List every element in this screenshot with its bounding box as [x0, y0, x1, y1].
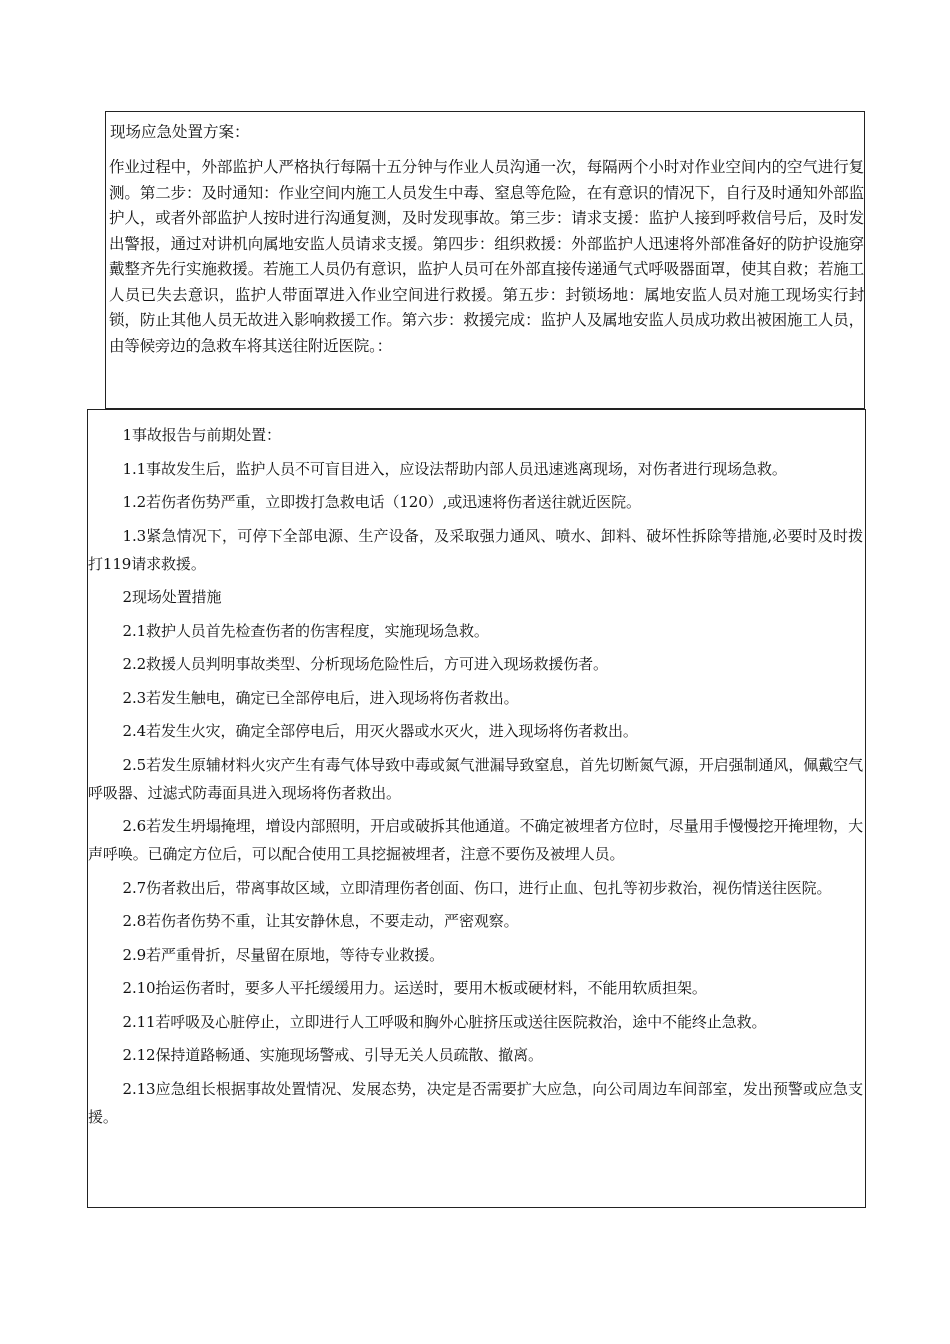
measure-item: 2.10抬运伤者时，要多人平托缓缓用力。运送时，要用木板或硬材料，不能用软质担架。 — [122, 979, 707, 997]
plan-heading: 现场应急处置方案： — [110, 123, 250, 141]
measure-item: 2.13应急组长根据事故处置情况、发展态势，决定是否需要扩大应急，向公司周边车间部室，发出预警或应急支援。 — [88, 1079, 863, 1126]
measure-item: 1.2若伤者伤势严重，立即拨打急救电话（120）,或迅速将伤者送往就近医院。 — [122, 493, 641, 511]
measure-item: 1.1事故发生后，监护人员不可盲目进入，应设法帮助内部人员迅速逃离现场，对伤者进行现场急救。 — [122, 459, 787, 478]
measure-item: 2.2救援人员判明事故类型、分析现场危险性后，方可进入现场救援伤者。 — [122, 655, 608, 673]
plan-body: 作业过程中，外部监护人严格执行每隔十五分钟与作业人员沟通一次，每隔两个小时对作业空间内的空气进行复测。第二步：及时通知：作业空间内施工人员发生中毒、窒息等危险，在有意识的情况下，自行及时通知外部监护人，或者外部监护人按时进行沟通复测，及时发现事故。第三步：请求支援：监护人接到呼救信号后，及时发出警报，通过对讲机向属地安监人员请求支援。第四步：组织救援：外部监护人迅速将外部准备好的防护设施穿戴整齐先行实施救援。若施工人员仍有意识，监护人员可在外部直接传递通气式呼吸器面罩，使其自救；若施工人员已失去意识，监护人带面罩进入作业空间进行救援。第五步：封锁场地：属地安监人员对施工现场实行封锁，防止其他人员无故进入影响救援工作。第六步：救援完成：监护人及属地安监人员成功救出被困施工人员，由等候旁边的急救车将其送往附近医院。： — [109, 158, 864, 355]
measure-item: 2.9若严重骨折，尽量留在原地，等待专业救援。 — [122, 945, 445, 964]
measure-item: 2.1救护人员首先检查伤者的伤害程度，实施现场急救。 — [122, 621, 489, 640]
measure-item: 2.12保持道路畅通、实施现场警戒、引导无关人员疏散、撤离。 — [122, 1046, 543, 1064]
measure-item: 2现场处置措施 — [122, 588, 222, 606]
measure-item: 2.3若发生触电，确定已全部停电后，进入现场将伤者救出。 — [122, 688, 519, 707]
measure-item: 1事故报告与前期处置： — [122, 426, 281, 444]
measure-item: 2.7伤者救出后，带离事故区域，立即清理伤者创面、伤口，进行止血、包扎等初步救治，视伤情送往医院。 — [122, 878, 832, 897]
measure-item: 2.11若呼吸及心脏停止，立即进行人工呼吸和胸外心脏挤压或送往医院救治，途中不能终止急救。 — [122, 1012, 767, 1031]
measure-item: 2.8若伤者伤势不重，让其安静休息，不要走动，严密观察。 — [122, 912, 519, 930]
emergency-plan-box — [105, 111, 865, 409]
measure-item: 2.4若发生火灾，确定全部停电后，用灭火器或水灭火，进入现场将伤者救出。 — [122, 722, 638, 740]
measures-box — [87, 409, 866, 1208]
measure-item: 2.6若发生坍塌掩埋，增设内部照明，开启或破拆其他通道。不确定被埋者方位时，尽量用手慢慢挖开掩埋物，大声呼唤。已确定方位后，可以配合使用工具挖掘被埋者，注意不要伤及被埋人员。 — [88, 817, 863, 863]
measure-item: 2.5若发生原辅材料火灾产生有毒气体导致中毒或氮气泄漏导致窒息，首先切断氮气源，开启强制通风，佩戴空气呼吸器、过滤式防毒面具进入现场将伤者救出。 — [88, 755, 863, 802]
measure-item: 1.3紧急情况下，可停下全部电源、生产设备，及采取强力通风、喷水、卸料、破坏性拆除等措施,必要时及时拨打119请求救援。 — [88, 526, 863, 573]
